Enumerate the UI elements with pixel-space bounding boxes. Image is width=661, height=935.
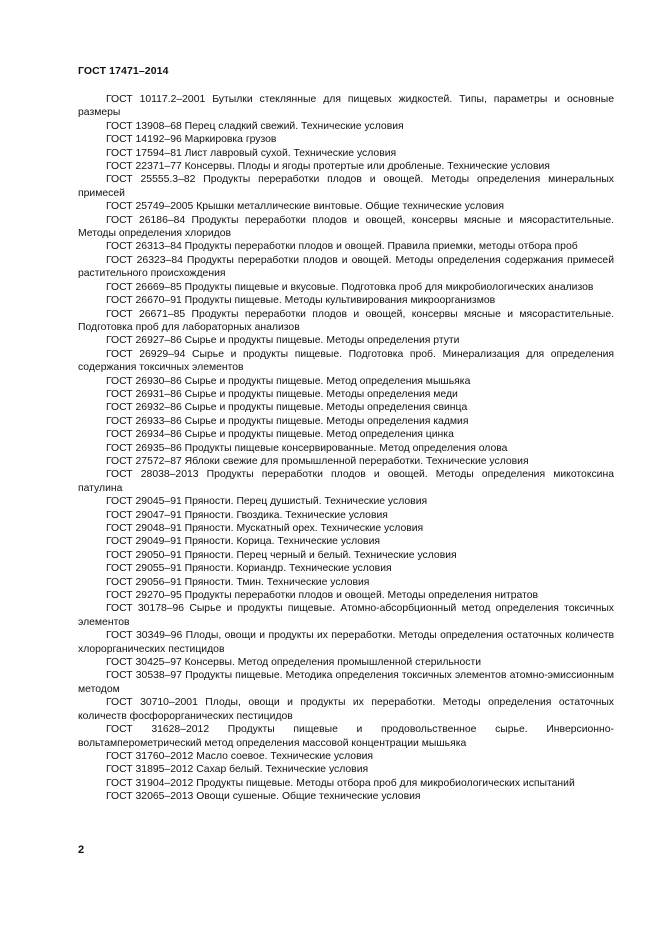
normative-references-list [78,93,614,804]
reference-item: ГОСТ 30349–96 Плоды, овощи и продукты их переработки. Методы определения остаточных количеств хлорорганических пестицидов [78,630,614,655]
reference-item: ГОСТ 30178–96 Сырье и продукты пищевые. Атомно-абсорбционный метод определения токсичных элементов [78,603,614,628]
reference-item: ГОСТ 26932–86 Сырье и продукты пищевые. Методы определения свинца [106,402,468,414]
reference-item: ГОСТ 28038–2013 Продукты переработки плодов и овощей. Методы определения микотоксина патулина [78,469,614,494]
reference-item: ГОСТ 29049–91 Пряности. Корица. Технические условия [106,536,380,548]
reference-item: ГОСТ 26671–85 Продукты переработки плодов и овощей, консервы мясные и мясорастительные. Подготовка проб для лабораторных анализов [78,308,614,333]
reference-item: ГОСТ 29045–91 Пряности. Перец душистый. Технические условия [106,496,428,508]
reference-item: ГОСТ 31895–2012 Сахар белый. Технические условия [106,764,369,776]
reference-item: ГОСТ 17594–81 Лист лавровый сухой. Технические условия [106,147,397,159]
document-code-header: ГОСТ 17471–2014 [78,65,169,77]
reference-item: ГОСТ 31904–2012 Продукты пищевые. Методы отбора проб для микробиологических испытаний [106,777,575,789]
reference-item: ГОСТ 29047–91 Пряности. Гвоздика. Технические условия [106,509,388,521]
reference-item: ГОСТ 27572–87 Яблоки свежие для промышленной переработки. Технические условия [106,455,529,467]
reference-item: ГОСТ 26927–86 Сырье и продукты пищевые. Методы определения ртути [106,335,460,347]
reference-item: ГОСТ 30538–97 Продукты пищевые. Методика определения токсичных элементов атомно-эмиссионным методом [78,670,614,695]
reference-item: ГОСТ 29048–91 Пряности. Мускатный орех. Технические условия [106,523,424,534]
reference-item: ГОСТ 25555.3–82 Продукты переработки плодов и овощей. Методы определения минеральных примесей [78,174,614,199]
reference-item: ГОСТ 22371–77 Консервы. Плоды и ягоды протертые или дробленые. Технические условия [106,161,550,173]
reference-item: ГОСТ 26313–84 Продукты переработки плодов и овощей. Правила приемки, методы отбора проб [106,241,578,253]
reference-item: ГОСТ 29050–91 Пряности. Перец черный и белый. Технические условия [106,549,457,561]
reference-item: ГОСТ 26934–86 Сырье и продукты пищевые. Метод определения цинка [106,429,454,441]
page-number: 2 [78,844,85,856]
reference-item: ГОСТ 26935–86 Продукты пищевые консервированные. Метод определения олова [106,442,508,454]
reference-item: ГОСТ 31628–2012 Продукты пищевые и продовольственное сырье. Инверсионно-вольтамперометрический метод определения массовой концентрации мышьяка [78,724,614,749]
reference-item: ГОСТ 26929–94 Сырье и продукты пищевые. Подготовка проб. Минерализация для определения содержания токсичных элементов [78,348,614,374]
reference-item: ГОСТ 30710–2001 Плоды, овощи и продукты их переработки. Методы определения остаточных количеств фосфорорганических пестицидов [78,697,614,722]
reference-item: ГОСТ 25749–2005 Крышки металлические винтовые. Общие технические условия [106,201,504,213]
reference-item: ГОСТ 30425–97 Консервы. Метод определения промышленной стерильности [106,657,482,669]
reference-item: ГОСТ 29270–95 Продукты переработки плодов и овощей. Методы определения нитратов [106,590,539,602]
reference-item: ГОСТ 26933–86 Сырье и продукты пищевые. Методы определения кадмия [106,415,469,427]
reference-item: ГОСТ 14192–96 Маркировка грузов [106,134,277,146]
reference-item: ГОСТ 26670–91 Продукты пищевые. Методы культивирования микроорганизмов [106,295,496,307]
reference-item: ГОСТ 26186–84 Продукты переработки плодов и овощей, консервы мясные и мясорастительные. Методы определения хлоридов [78,214,614,240]
reference-item: ГОСТ 10117.2–2001 Бутылки стеклянные для пищевых жидкостей. Типы, параметры и основные размеры [78,94,614,119]
reference-item: ГОСТ 31760–2012 Масло соевое. Технические условия [106,750,374,762]
reference-item: ГОСТ 32065–2013 Овощи сушеные. Общие технические условия [106,791,421,803]
reference-item: ГОСТ 26669–85 Продукты пищевые и вкусовые. Подготовка проб для микробиологических анализов [106,281,594,293]
reference-item: ГОСТ 26323–84 Продукты переработки плодов и овощей. Методы определения содержания примесей растительного происхождения [78,254,614,280]
reference-item: ГОСТ 26930–86 Сырье и продукты пищевые. Метод определения мышьяка [106,375,471,387]
reference-item: ГОСТ 29055–91 Пряности. Кориандр. Технические условия [106,563,392,575]
reference-item: ГОСТ 29056–91 Пряности. Тмин. Технические условия [106,576,370,588]
reference-item: ГОСТ 13908–68 Перец сладкий свежий. Технические условия [106,120,404,132]
reference-item: ГОСТ 26931–86 Сырье и продукты пищевые. Методы определения меди [106,388,458,400]
